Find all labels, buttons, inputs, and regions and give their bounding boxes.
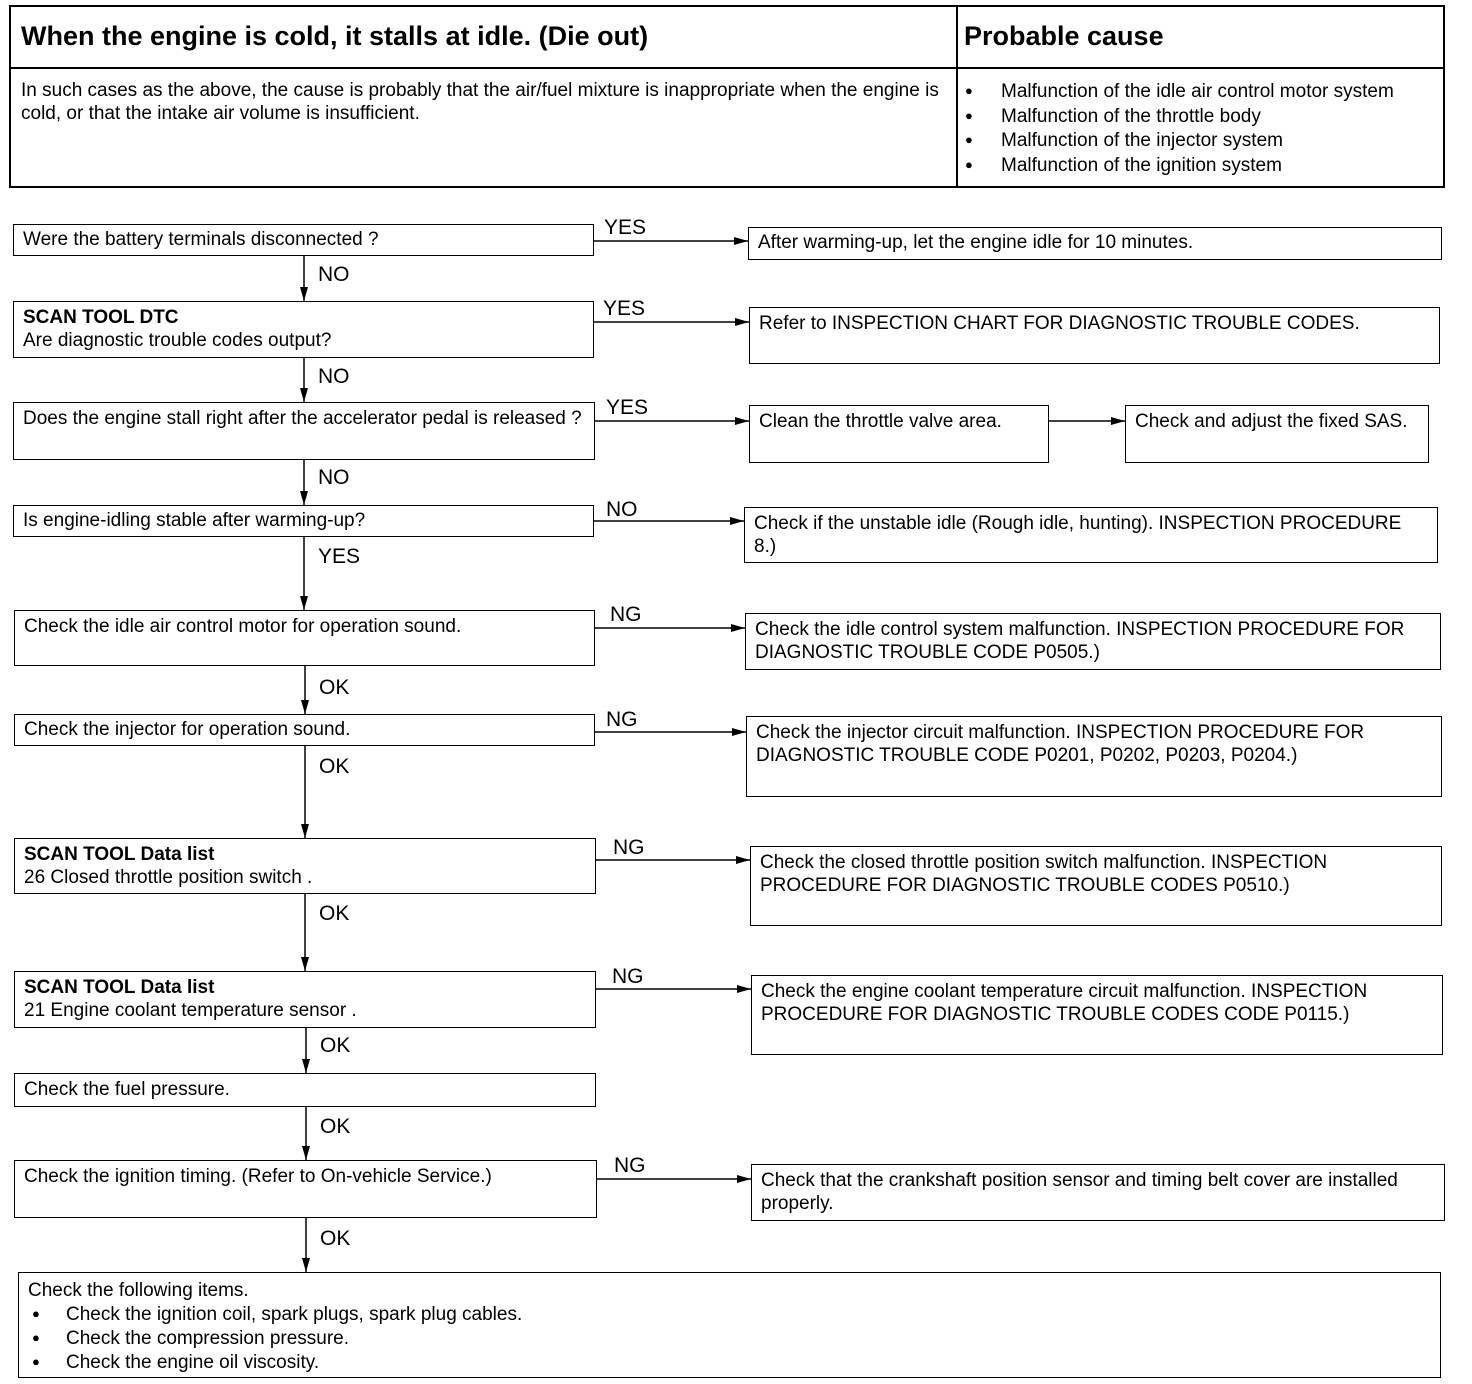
result-box-injector-circuit (746, 716, 1442, 797)
check-heading: SCAN TOOL Data list (24, 977, 215, 998)
result-text: Check the closed throttle position switch malfunction. INSPECTION PROCEDURE FOR DIAGNOSTIC TROUBLE CODES P0510.) (760, 852, 1328, 896)
check-box-iac-motor (14, 610, 595, 666)
branch-label-ng: NG (606, 708, 638, 731)
result-box-crankshaft-sensor (751, 1164, 1445, 1221)
result-box-idle-control (745, 613, 1441, 670)
result-text: Check the injector circuit malfunction. INSPECTION PROCEDURE FOR DIAGNOSTIC TROUBLE CODE P0201, P0202, P0203, P0204.) (756, 722, 1365, 766)
final-check-item: ● Check the ignition coil, spark plugs, spark plug cables. (28, 1302, 1431, 1326)
check-text: Check the fuel pressure. (24, 1079, 230, 1100)
branch-label-ng: NG (613, 836, 645, 859)
result-box-unstable-idle (744, 507, 1438, 563)
branch-label-yes: YES (606, 396, 649, 419)
check-text: 21 Engine coolant temperature sensor . (24, 1000, 357, 1021)
result-box-coolant-circuit (751, 975, 1443, 1055)
result-box-warm-up-idle (748, 227, 1442, 260)
final-check-list (28, 1302, 1431, 1374)
result-text: Check the idle control system malfunction. INSPECTION PROCEDURE FOR DIAGNOSTIC TROUBLE CODE P0505.) (755, 619, 1405, 663)
decision-box-scan-dtc (13, 301, 594, 358)
result-box-adjust-sas (1125, 405, 1429, 463)
check-text: Check the ignition timing. (Refer to On-vehicle Service.) (24, 1166, 492, 1187)
result-text: After warming-up, let the engine idle for 10 minutes. (758, 232, 1194, 253)
result-box-dtc-chart (749, 307, 1440, 364)
result-box-closed-throttle (750, 846, 1442, 926)
page-title: When the engine is cold, it stalls at idle. (Die out) (21, 21, 649, 51)
branch-label-ok: OK (320, 1115, 351, 1138)
check-box-coolant-sensor (14, 971, 596, 1028)
branch-label-ok: OK (319, 676, 350, 699)
decision-heading: SCAN TOOL DTC (23, 307, 179, 328)
final-check-item: ● Check the compression pressure. (28, 1326, 1431, 1350)
branch-label-ng: NG (610, 603, 642, 626)
check-heading: SCAN TOOL Data list (24, 844, 215, 865)
cause-item: ● Malfunction of the injector system (963, 128, 1394, 153)
branch-label-no: NO (318, 365, 350, 388)
decision-box-stall-after-pedal (13, 402, 595, 460)
result-text: Check that the crankshaft position sensor and timing belt cover are installed properly. (761, 1170, 1398, 1214)
result-text: Check if the unstable idle (Rough idle, hunting). INSPECTION PROCEDURE 8.) (754, 513, 1402, 557)
branch-label-ng: NG (612, 965, 644, 988)
branch-label-no: NO (318, 466, 350, 489)
check-text: Check the idle air control motor for operation sound. (24, 616, 462, 637)
final-check-box (18, 1272, 1441, 1378)
decision-box-battery (13, 224, 594, 256)
branch-label-ok: OK (320, 1227, 351, 1250)
symptom-description: In such cases as the above, the cause is probably that the air/fuel mixture is inappropriate when the engine is cold, or that the intake air volume is insufficient. (21, 80, 939, 124)
cause-item: ● Malfunction of the idle air control motor system (963, 79, 1394, 104)
branch-label-no: NO (606, 498, 638, 521)
check-box-ignition-timing (14, 1160, 597, 1218)
result-box-clean-throttle (749, 405, 1049, 463)
result-text: Clean the throttle valve area. (759, 411, 1002, 432)
decision-text: Is engine-idling stable after warming-up? (23, 510, 366, 531)
branch-label-yes: YES (318, 545, 361, 568)
cause-item: ● Malfunction of the throttle body (963, 104, 1394, 129)
final-check-item: ● Check the engine oil viscosity. (28, 1350, 1431, 1374)
branch-label-yes: YES (604, 216, 647, 239)
check-box-closed-throttle (14, 838, 596, 894)
decision-box-idle-stable (13, 505, 594, 537)
branch-label-ok: OK (319, 755, 350, 778)
decision-text: Are diagnostic trouble codes output? (23, 330, 332, 351)
decision-text: Does the engine stall right after the accelerator pedal is released ? (23, 408, 582, 429)
check-box-injector (14, 714, 595, 746)
result-text: Check and adjust the fixed SAS. (1135, 411, 1408, 432)
check-text: Check the injector for operation sound. (24, 719, 351, 740)
branch-label-ng: NG (614, 1154, 646, 1177)
check-box-fuel-pressure (14, 1073, 596, 1107)
result-text: Refer to INSPECTION CHART FOR DIAGNOSTIC TROUBLE CODES. (759, 313, 1360, 334)
branch-label-ok: OK (320, 1034, 351, 1057)
branch-label-no: NO (318, 263, 350, 286)
probable-cause-title: Probable cause (964, 21, 1164, 51)
decision-text: Were the battery terminals disconnected ? (23, 229, 379, 250)
branch-label-yes: YES (603, 297, 646, 320)
cause-item: ● Malfunction of the ignition system (963, 153, 1394, 178)
final-intro: Check the following items. (28, 1280, 249, 1301)
branch-label-ok: OK (319, 902, 350, 925)
check-text: 26 Closed throttle position switch . (24, 867, 313, 888)
result-text: Check the engine coolant temperature circuit malfunction. INSPECTION PROCEDURE FOR DIAGNOSTIC TROUBLE CODES CODE P0115.) (761, 981, 1368, 1025)
